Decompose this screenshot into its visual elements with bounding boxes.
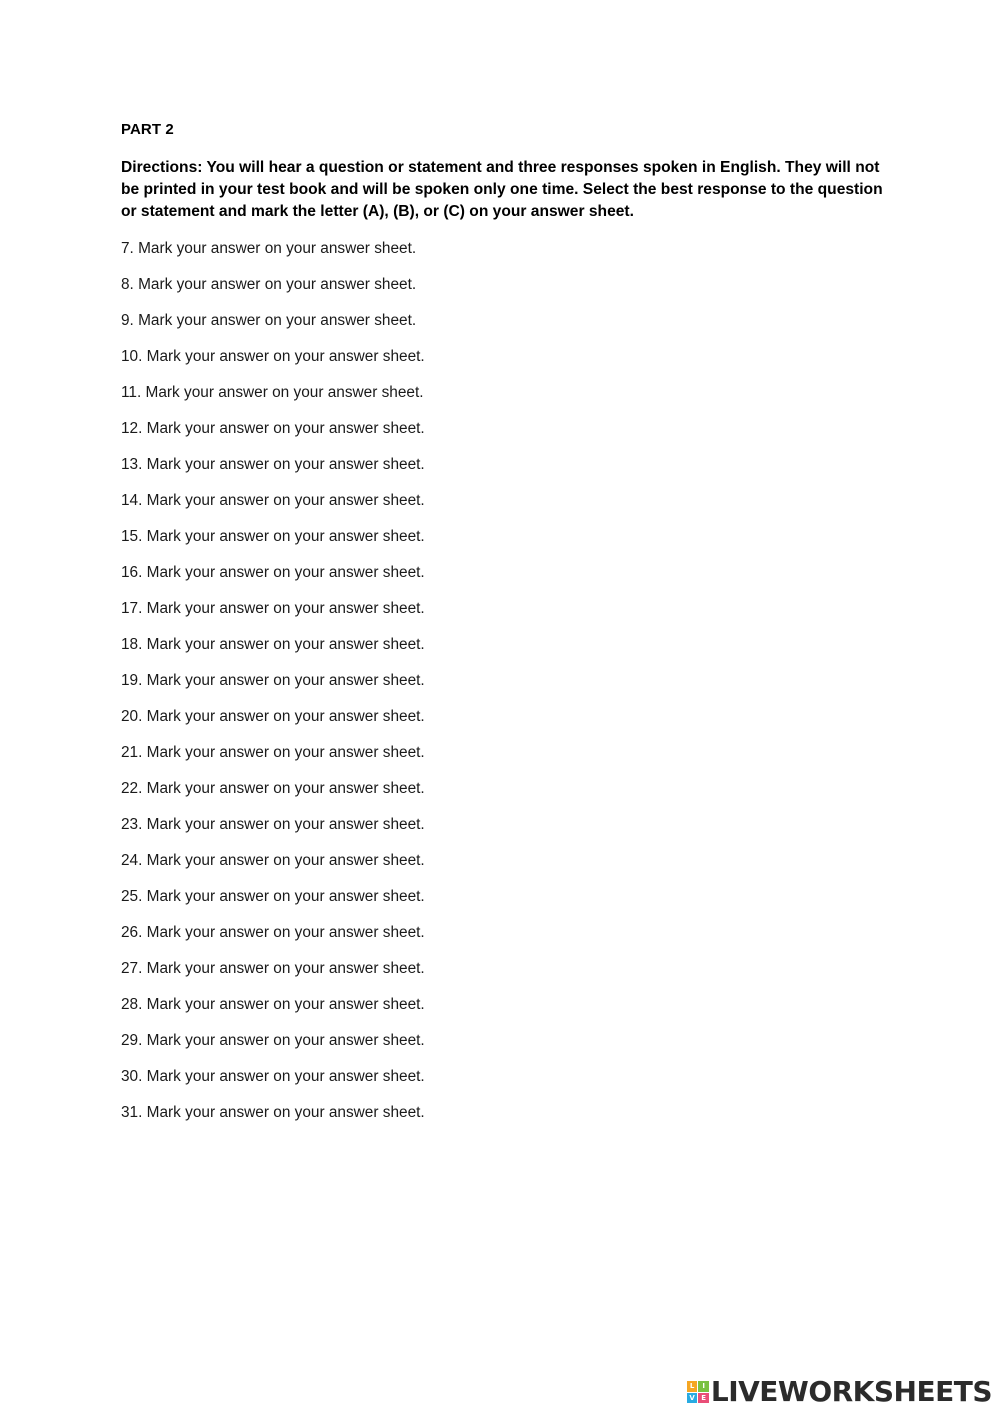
question-item: 30. Mark your answer on your answer sheet. bbox=[121, 1068, 425, 1085]
logo-tile: L bbox=[687, 1381, 698, 1392]
question-list bbox=[121, 238, 425, 1138]
question-item: 31. Mark your answer on your answer sheet. bbox=[121, 1104, 425, 1121]
question-item: 14. Mark your answer on your answer sheet. bbox=[121, 492, 425, 509]
logo-tile: E bbox=[698, 1393, 709, 1404]
question-item: 25. Mark your answer on your answer sheet. bbox=[121, 888, 425, 905]
question-item: 26. Mark your answer on your answer sheet. bbox=[121, 924, 425, 941]
question-item: 16. Mark your answer on your answer sheet. bbox=[121, 564, 425, 581]
question-item: 19. Mark your answer on your answer sheet. bbox=[121, 672, 425, 689]
question-item: 28. Mark your answer on your answer sheet. bbox=[121, 996, 425, 1013]
question-item: 23. Mark your answer on your answer sheet. bbox=[121, 816, 425, 833]
question-item: 13. Mark your answer on your answer sheet. bbox=[121, 456, 425, 473]
question-item: 9. Mark your answer on your answer sheet. bbox=[121, 312, 417, 329]
question-item: 22. Mark your answer on your answer sheet. bbox=[121, 780, 425, 797]
question-item: 20. Mark your answer on your answer sheet. bbox=[121, 708, 425, 725]
logo-tile: I bbox=[698, 1381, 709, 1392]
watermark-text: LIVEWORKSHEETS bbox=[710, 1375, 992, 1408]
liveworksheets-logo-icon bbox=[687, 1381, 709, 1403]
question-item: 27. Mark your answer on your answer sheet. bbox=[121, 960, 425, 977]
question-item: 24. Mark your answer on your answer sheet. bbox=[121, 852, 425, 869]
question-item: 21. Mark your answer on your answer sheet. bbox=[121, 744, 425, 761]
question-item: 17. Mark your answer on your answer sheet. bbox=[121, 600, 425, 617]
question-item: 10. Mark your answer on your answer sheet. bbox=[121, 348, 425, 365]
question-item: 11. Mark your answer on your answer sheet. bbox=[121, 384, 424, 401]
question-item: 15. Mark your answer on your answer sheet. bbox=[121, 528, 425, 545]
question-item: 7. Mark your answer on your answer sheet. bbox=[121, 240, 417, 257]
logo-tile: V bbox=[687, 1393, 698, 1404]
question-item: 18. Mark your answer on your answer sheet. bbox=[121, 636, 425, 653]
part-title: PART 2 bbox=[121, 121, 174, 138]
liveworksheets-watermark bbox=[687, 1377, 992, 1407]
question-item: 29. Mark your answer on your answer sheet. bbox=[121, 1032, 425, 1049]
directions-text: Directions: You will hear a question or statement and three responses spoken in English. They will not be printed in your test book and will be spoken only one time. Select the best response to the question or statement and mark the letter (A), (B), or (C) on your answer sheet. bbox=[121, 159, 883, 220]
question-item: 8. Mark your answer on your answer sheet. bbox=[121, 276, 417, 293]
question-item: 12. Mark your answer on your answer sheet. bbox=[121, 420, 425, 437]
